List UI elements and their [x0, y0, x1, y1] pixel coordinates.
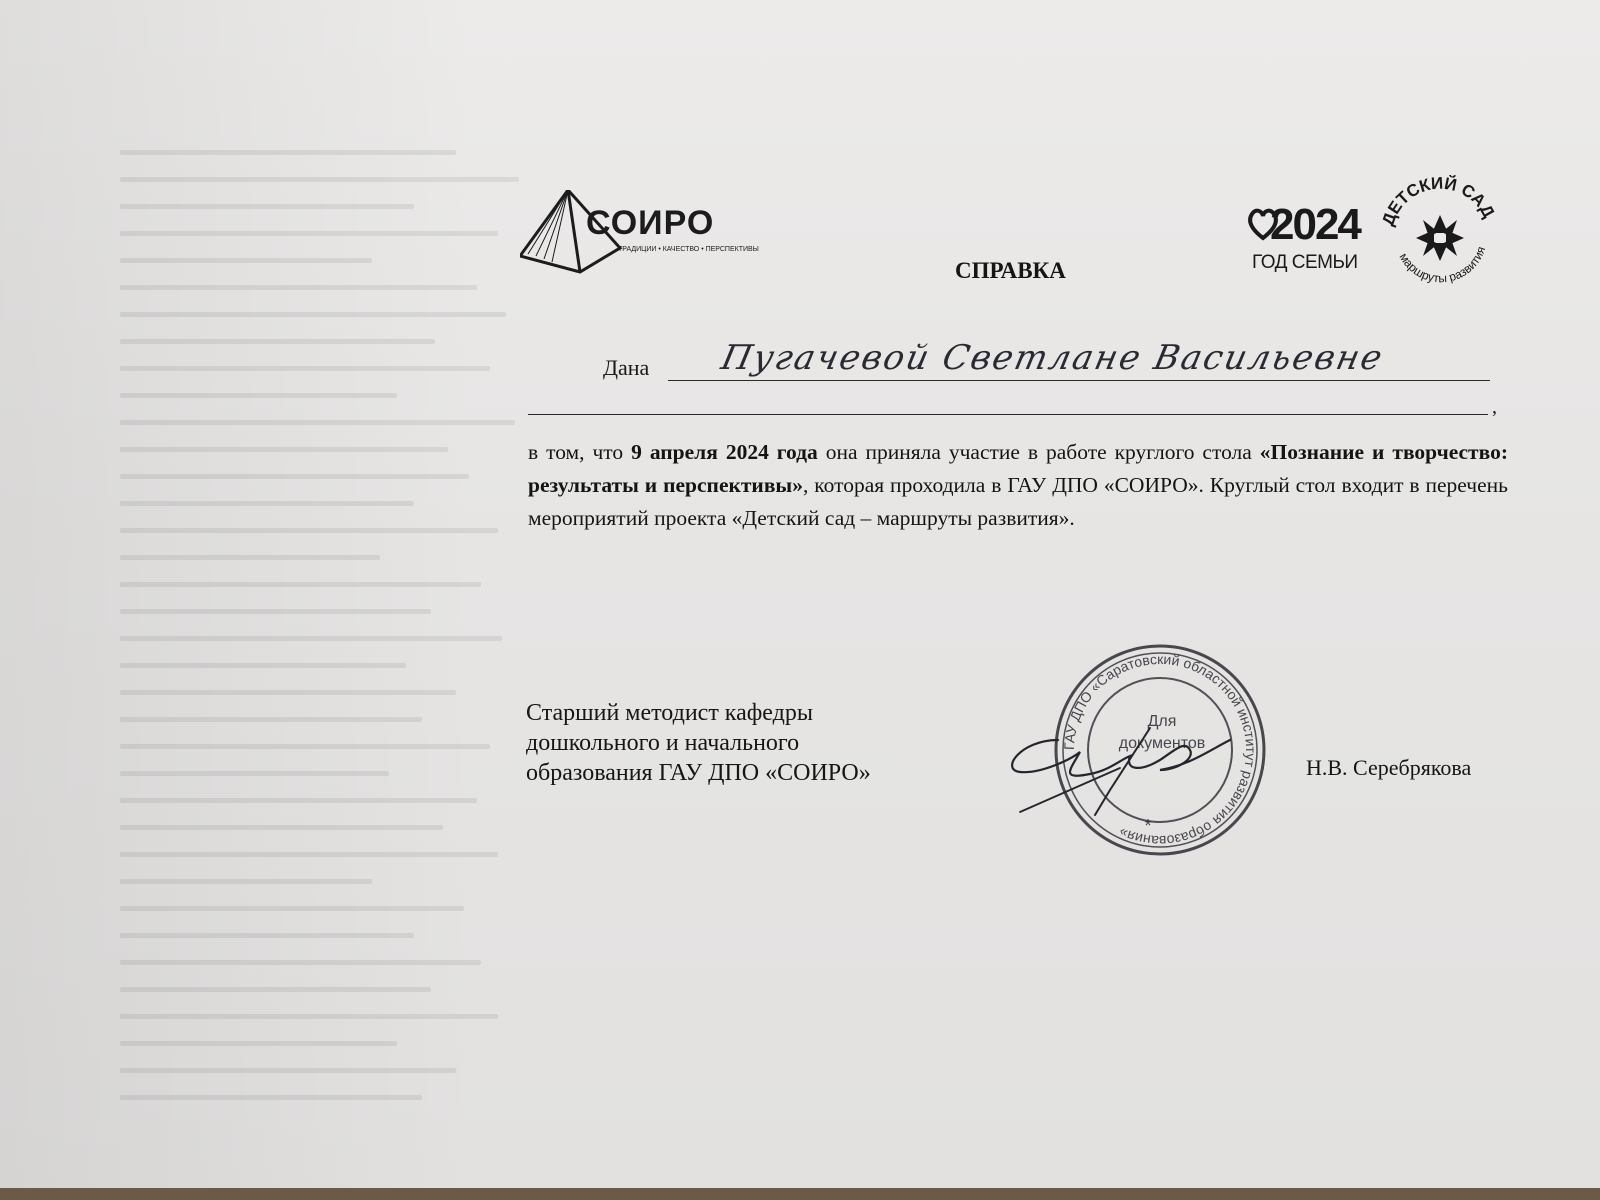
- event-date: 9 апреля 2024 года: [631, 440, 818, 464]
- document-title: СПРАВКА: [955, 258, 1066, 283]
- soiro-logo-tagline: ТРАДИЦИИ • КАЧЕСТВО • ПЕРСПЕКТИВЫ: [618, 246, 759, 253]
- recipient-trailing-comma: ,: [1492, 396, 1497, 418]
- body-middle: она приняла участие в работе круглого стола: [817, 440, 1260, 464]
- year-text: 2024: [1270, 200, 1360, 249]
- signer-position-line: дошкольного и начального: [526, 730, 800, 756]
- body-end: , которая проходила в ГАУ ДПО «СОИРО». Круглый стол входит в перечень мероприятий проекта «Детский сад – маршруты развития».: [528, 473, 1508, 530]
- body-intro: в том, что: [528, 440, 632, 464]
- stamp-center-line2: документов: [1118, 735, 1206, 752]
- kindergarten-logo-bottom-text: маршруты развития: [1396, 244, 1489, 286]
- recipient-underline: [668, 380, 1490, 381]
- stamp-outer-text: ГАУ ДПО «Саратовский областной институт развития образования»: [1060, 650, 1260, 850]
- signer-position: [526, 698, 946, 788]
- year-subtitle: ГОД СЕМЬИ: [1252, 252, 1358, 273]
- soiro-logo: [520, 190, 760, 280]
- soiro-logo-name: СОИРО: [586, 204, 715, 242]
- kindergarten-logo-top-text: ДЕТСКИЙ САД: [1378, 175, 1499, 229]
- recipient-handwritten-name: Пугачевой Светлане Васильевне: [717, 338, 1388, 378]
- recipient-label: Дана: [603, 355, 650, 380]
- stamp-star: *: [1144, 816, 1152, 836]
- signer-position-line: Старший методист кафедры: [526, 700, 813, 726]
- bleed-through-text: [120, 150, 540, 1150]
- year-of-family-logo: [1248, 200, 1360, 280]
- sun-icon: [1416, 215, 1464, 261]
- signer-name: Н.В. Серебрякова: [1306, 755, 1472, 780]
- signer-position-line: образования ГАУ ДПО «СОИРО»: [526, 760, 871, 786]
- handwritten-signature: [1000, 720, 1260, 820]
- event-title: «Познание и творчество: результаты и перспективы»: [528, 440, 1508, 497]
- kindergarten-logo: [1378, 175, 1503, 300]
- certificate-body: [528, 436, 1508, 535]
- recipient-underline-second: [528, 414, 1488, 415]
- stamp-center-line1: Для: [1147, 713, 1177, 730]
